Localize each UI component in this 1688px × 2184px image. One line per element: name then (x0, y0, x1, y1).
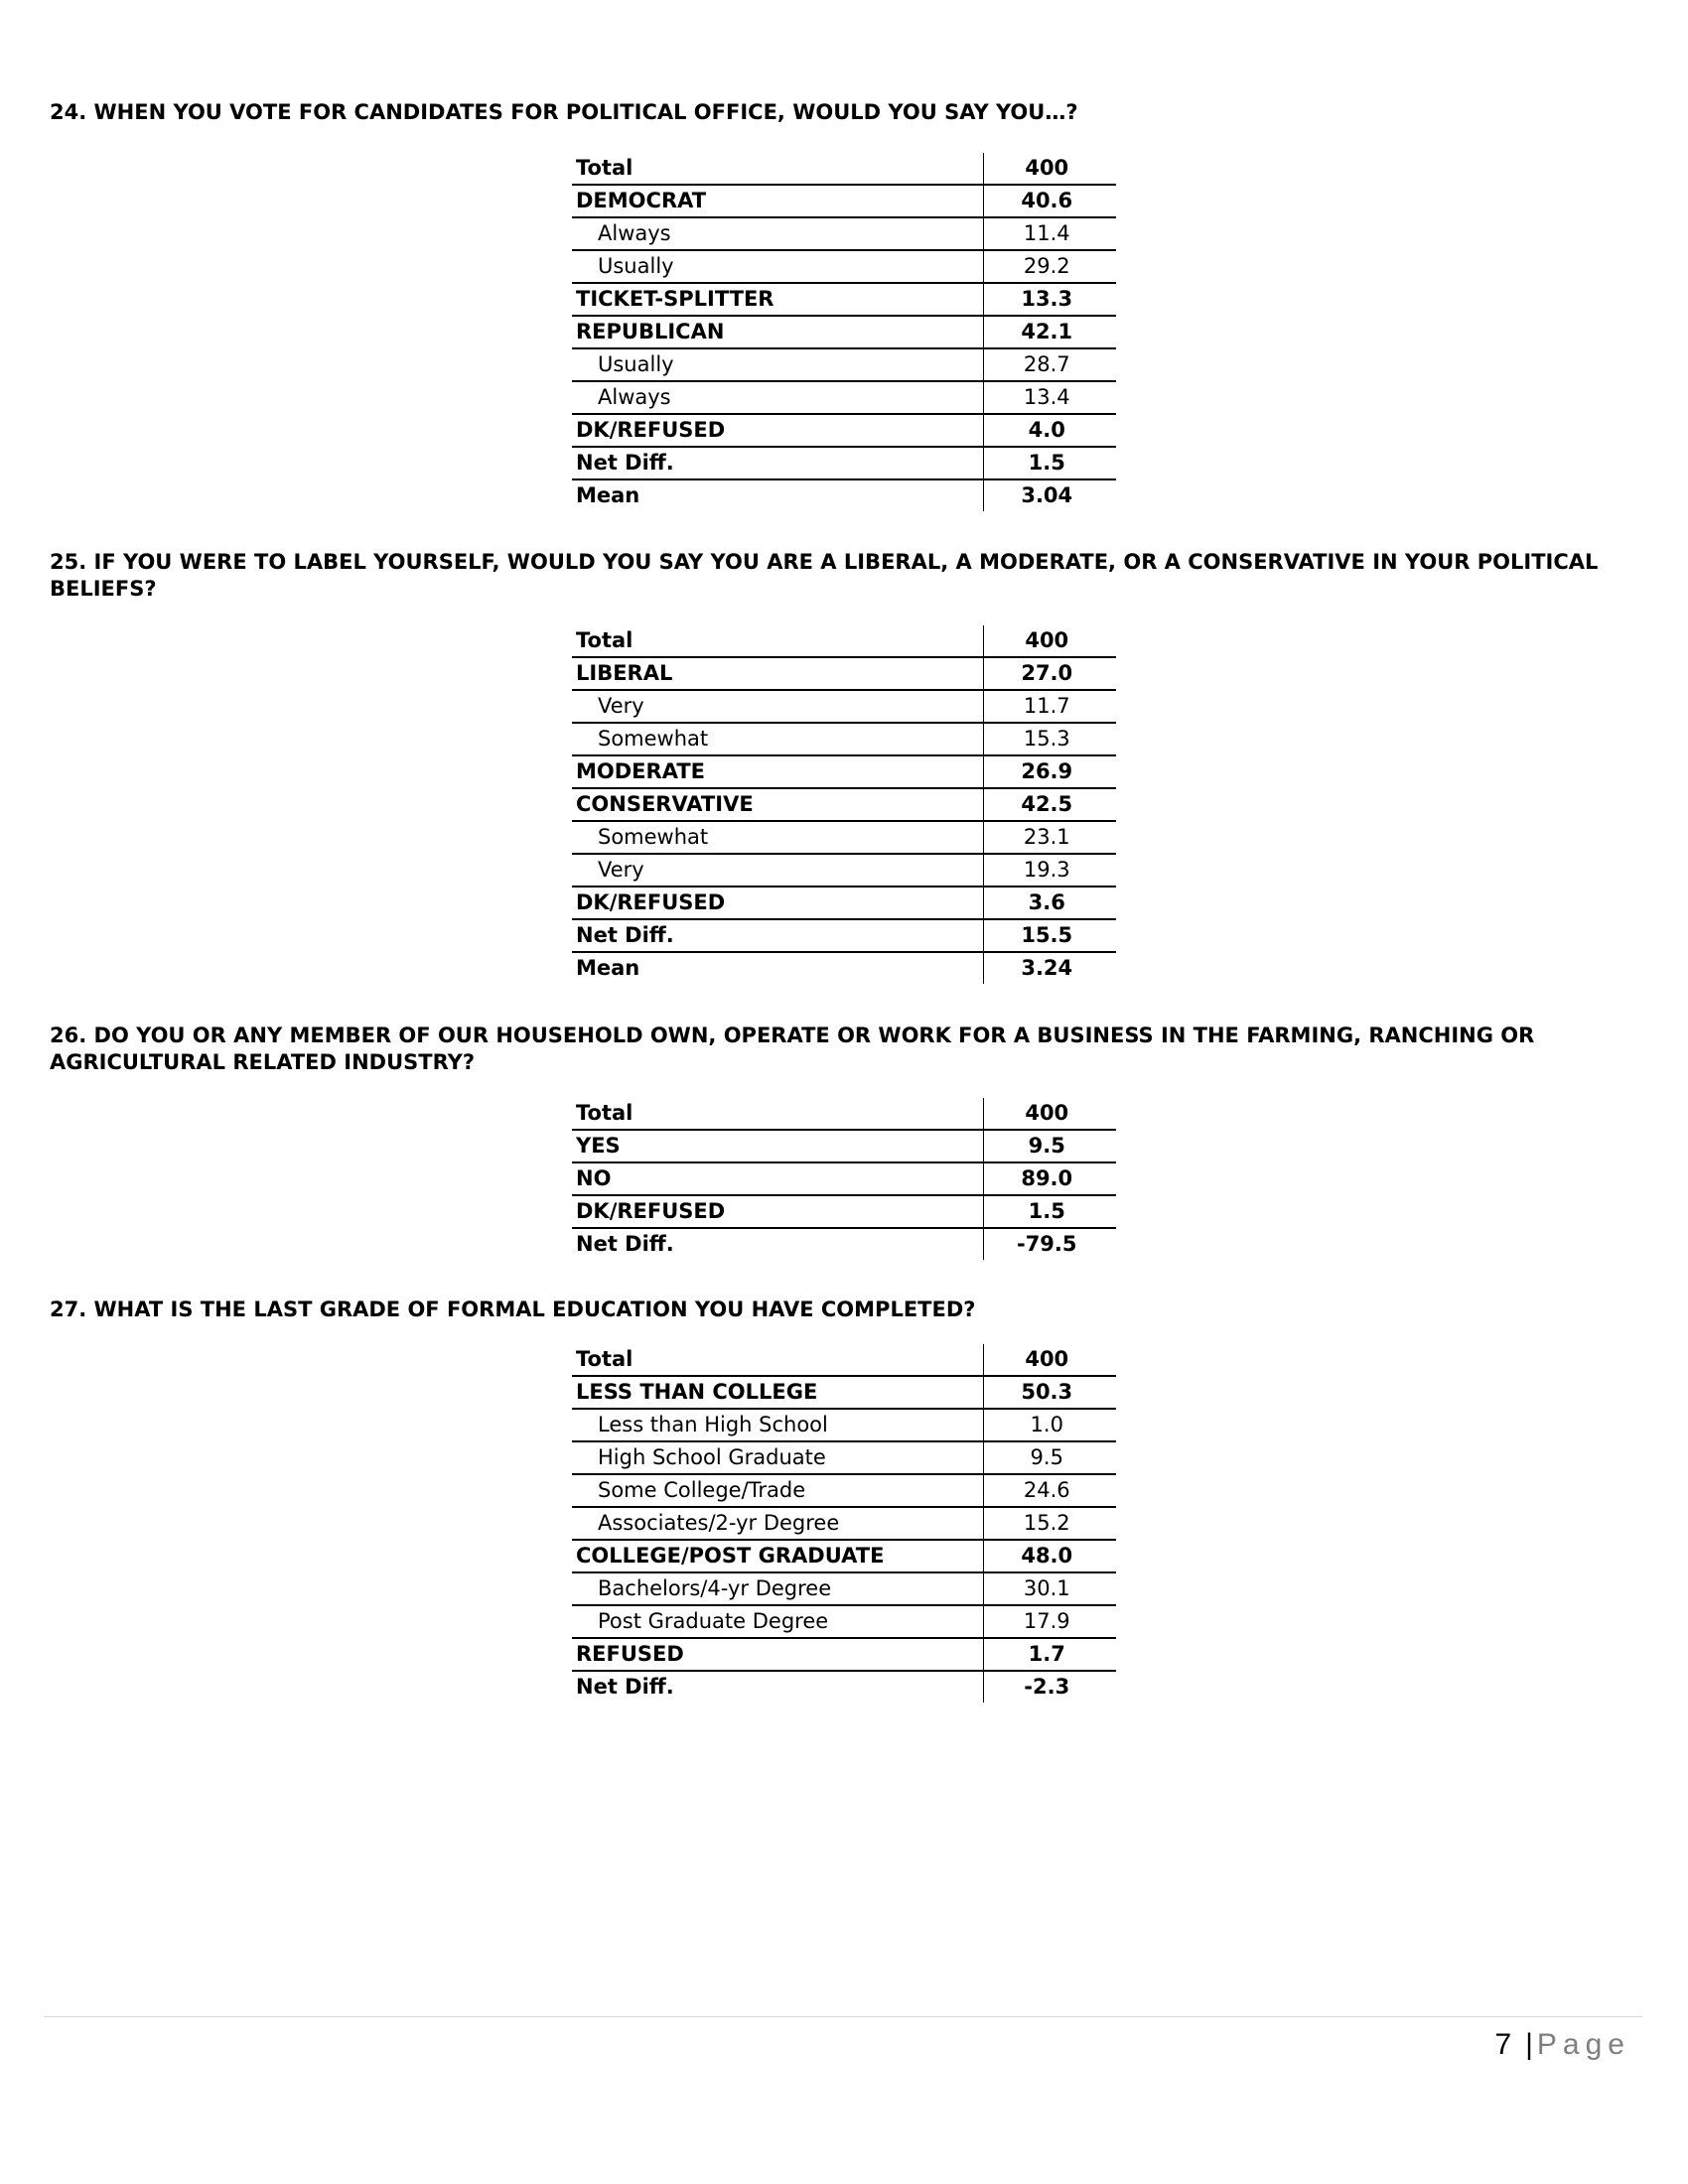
question-24-heading: 24. WHEN YOU VOTE FOR CANDIDATES FOR POLITICAL OFFICE, WOULD YOU SAY YOU…? (50, 100, 1078, 124)
row-label: Net Diff. (572, 447, 983, 479)
row-value: 3.04 (983, 479, 1116, 511)
question-25-heading: 25. IF YOU WERE TO LABEL YOURSELF, WOULD YOU SAY YOU ARE A LIBERAL, A MODERATE, OR A CONSERVATIVE IN YOUR POLITICAL BELIEFS? (50, 550, 1599, 601)
table-row (572, 887, 1116, 919)
row-label: Total (572, 1098, 983, 1130)
table-row (572, 690, 1116, 723)
row-label: LIBERAL (572, 657, 983, 690)
row-label: Very (572, 690, 983, 723)
row-label: Somewhat (572, 723, 983, 755)
table-row (572, 153, 1116, 185)
row-value: 1.5 (983, 1195, 1116, 1228)
table-row (572, 479, 1116, 511)
row-label: Mean (576, 483, 640, 507)
question-27-table (572, 1344, 1116, 1703)
row-value: 48.0 (983, 1540, 1116, 1572)
row-label: Less than High School (572, 1409, 983, 1441)
row-label: Net Diff. (572, 919, 983, 952)
row-label: LESS THAN COLLEGE (572, 1376, 983, 1409)
row-value: 400 (983, 153, 1116, 185)
row-value: 1.0 (983, 1409, 1116, 1441)
row-value: 50.3 (983, 1376, 1116, 1409)
table-row (572, 919, 1116, 952)
row-value: 1.5 (983, 447, 1116, 479)
table-row (572, 854, 1116, 887)
row-label: Mean (576, 956, 640, 980)
row-label: COLLEGE/POST GRADUATE (572, 1540, 983, 1572)
row-label: Usually (572, 348, 983, 381)
table-row (572, 1441, 1116, 1474)
row-value: 29.2 (983, 250, 1116, 283)
table-row (572, 217, 1116, 250)
row-value: 27.0 (983, 657, 1116, 690)
row-label: Total (572, 153, 983, 185)
table-row (572, 1344, 1116, 1376)
table-row (572, 1409, 1116, 1441)
row-label: Some College/Trade (572, 1474, 983, 1507)
row-value: 11.7 (983, 690, 1116, 723)
row-value: 400 (983, 625, 1116, 657)
table-row (572, 723, 1116, 755)
row-value: 40.6 (983, 185, 1116, 217)
row-value: 3.6 (983, 887, 1116, 919)
row-value: 9.5 (983, 1130, 1116, 1162)
table-row (572, 1098, 1116, 1130)
row-label: Total (572, 625, 983, 657)
question-25-table (572, 625, 1116, 984)
row-value: 42.1 (983, 316, 1116, 348)
table-row (572, 381, 1116, 414)
table-row (572, 1671, 1116, 1703)
table-row (572, 952, 1116, 984)
row-label: NO (572, 1162, 983, 1195)
row-label: Very (572, 854, 983, 887)
row-value: 11.4 (983, 217, 1116, 250)
row-label: DEMOCRAT (572, 185, 983, 217)
row-label: Post Graduate Degree (572, 1605, 983, 1638)
table-row (572, 250, 1116, 283)
row-value: -79.5 (983, 1228, 1116, 1260)
row-value: 15.2 (983, 1507, 1116, 1540)
row-value: 24.6 (983, 1474, 1116, 1507)
row-value: 28.7 (983, 348, 1116, 381)
row-value: 15.3 (983, 723, 1116, 755)
row-value: -2.3 (983, 1671, 1116, 1703)
question-26-table (572, 1098, 1116, 1260)
table-row (572, 1162, 1116, 1195)
table-row (572, 316, 1116, 348)
row-value: 9.5 (983, 1441, 1116, 1474)
table-row (572, 1507, 1116, 1540)
row-label: Always (572, 381, 983, 414)
table-row (572, 348, 1116, 381)
row-label: TICKET-SPLITTER (572, 283, 983, 316)
row-value: 23.1 (983, 821, 1116, 854)
row-value: 15.5 (983, 919, 1116, 952)
table-row (572, 1638, 1116, 1671)
table-row (572, 1540, 1116, 1572)
table-row (572, 1572, 1116, 1605)
row-value: 1.7 (983, 1638, 1116, 1671)
table-row (572, 1376, 1116, 1409)
table-row (572, 657, 1116, 690)
row-value: 30.1 (983, 1572, 1116, 1605)
row-value: 400 (983, 1098, 1116, 1130)
question-24-table (572, 153, 1116, 511)
table-row (572, 625, 1116, 657)
row-label: High School Graduate (572, 1441, 983, 1474)
row-label: Usually (572, 250, 983, 283)
row-value: 89.0 (983, 1162, 1116, 1195)
row-label: Net Diff. (576, 1232, 674, 1256)
row-value: 17.9 (983, 1605, 1116, 1638)
row-label: YES (572, 1130, 983, 1162)
table-row (572, 1474, 1116, 1507)
row-label: CONSERVATIVE (572, 788, 983, 821)
table-row (572, 1228, 1116, 1260)
row-label: DK/REFUSED (572, 414, 983, 447)
table-row (572, 788, 1116, 821)
table-row (572, 283, 1116, 316)
page-label: Page (1536, 2028, 1630, 2061)
row-label: MODERATE (572, 755, 983, 788)
question-27-heading: 27. WHAT IS THE LAST GRADE OF FORMAL EDUCATION YOU HAVE COMPLETED? (50, 1297, 976, 1321)
table-row (572, 1195, 1116, 1228)
row-value: 400 (983, 1344, 1116, 1376)
row-label: REFUSED (572, 1638, 983, 1671)
row-value: 19.3 (983, 854, 1116, 887)
footer-divider (44, 2016, 1642, 2017)
row-label: Associates/2-yr Degree (572, 1507, 983, 1540)
row-label: Always (572, 217, 983, 250)
table-row (572, 755, 1116, 788)
row-value: 26.9 (983, 755, 1116, 788)
table-row (572, 185, 1116, 217)
row-label: Somewhat (572, 821, 983, 854)
row-label: Total (572, 1344, 983, 1376)
row-label: Net Diff. (576, 1675, 674, 1699)
table-row (572, 1605, 1116, 1638)
row-value: 4.0 (983, 414, 1116, 447)
page-footer (1494, 2025, 1630, 2065)
row-value: 3.24 (983, 952, 1116, 984)
footer-separator: | (1525, 2028, 1533, 2061)
table-row (572, 1130, 1116, 1162)
question-26-heading: 26. DO YOU OR ANY MEMBER OF OUR HOUSEHOLD OWN, OPERATE OR WORK FOR A BUSINESS IN THE FARMING, RANCHING OR AGRICULTURAL RELATED INDUSTRY? (50, 1024, 1535, 1074)
row-value: 13.4 (983, 381, 1116, 414)
row-label: DK/REFUSED (572, 1195, 983, 1228)
table-row (572, 821, 1116, 854)
table-row (572, 414, 1116, 447)
row-label: Bachelors/4-yr Degree (572, 1572, 983, 1605)
row-label: REPUBLICAN (572, 316, 983, 348)
row-value: 13.3 (983, 283, 1116, 316)
row-label: DK/REFUSED (572, 887, 983, 919)
table-row (572, 447, 1116, 479)
row-value: 42.5 (983, 788, 1116, 821)
page-number: 7 (1494, 2028, 1512, 2061)
